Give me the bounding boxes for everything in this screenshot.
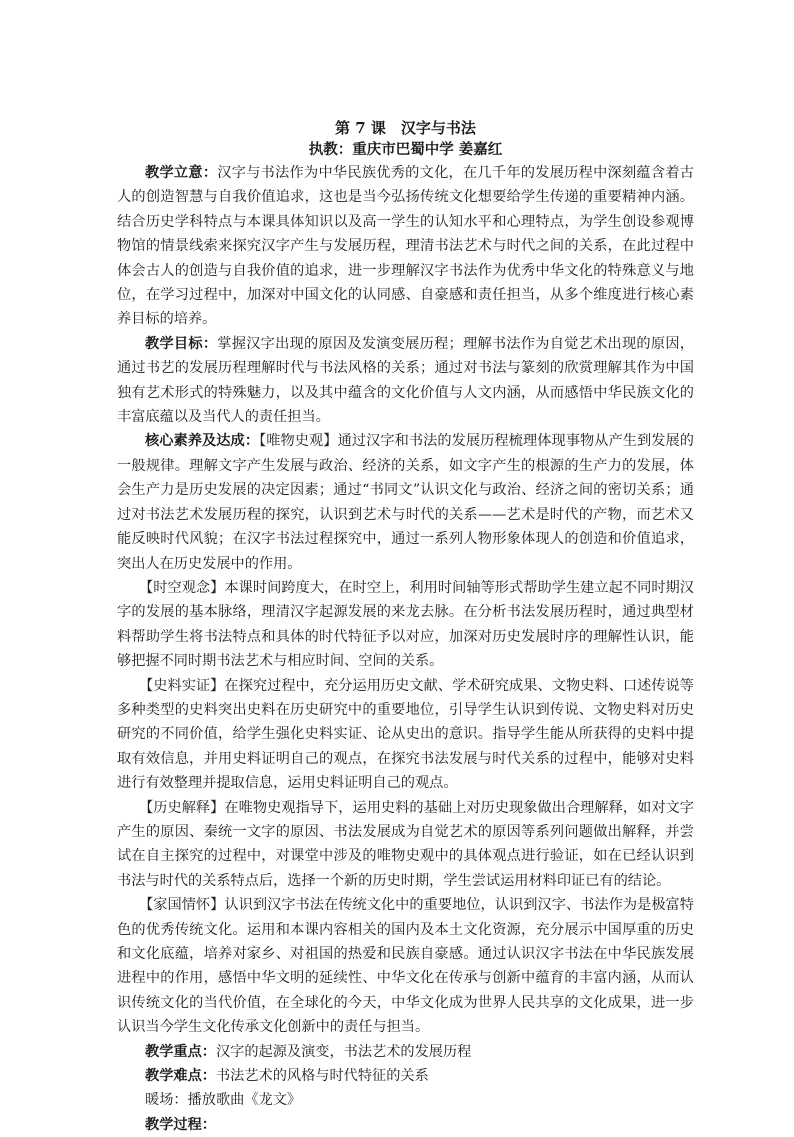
- difficulty-text: 书法艺术的风格与时代特征的关系: [215, 1068, 429, 1085]
- teaching-intent-label: 教学立意：: [145, 165, 218, 181]
- warmup-line: 暖场：播放歌曲《龙文》: [145, 1092, 302, 1109]
- teaching-goals-label: 教学目标：: [145, 335, 218, 352]
- patriotism-tag: 【家国情怀】: [139, 897, 225, 914]
- key-point-label: 教学重点：: [145, 1043, 216, 1060]
- difficulty-line: [117, 1064, 694, 1088]
- difficulty-label: 教学难点：: [145, 1068, 216, 1085]
- evidence-text: 在探究过程中，充分运用历史文献、学术研究成果、文物史料、口述传说等多种类型的史料突出史料在历史研究中的重要地位，引导学生认识到传说、文物史料对历史研究的不同价值，给学生强化史料实证、论从史出的意识。指导学生能从所获得的史料中提取有效信息，并用史料证明自己的观点，在探究书法发展与时代关系的过程中，能够对史料进行有效整理并提取信息，运用史料证明自己的观点。: [117, 677, 694, 792]
- process-label: 教学过程：: [145, 1116, 216, 1133]
- key-point-text: 汉字的起源及演变，书法艺术的发展历程: [215, 1043, 472, 1060]
- teaching-goals-text: 掌握汉字出现的原因及发演变展历程；理解书法作为自觉艺术出现的原因，通过书艺的发展历程理解时代与书法风格的关系；通过对书法与篆刻的欣赏理解其作为中国独有艺术形式的特殊魅力，以及其中蕴含的文化价值与人文内涵，从而感悟中华民族文化的丰富底蕴以及当代人的责任担当。: [117, 335, 694, 426]
- materialism-text: 通过汉字和书法的发展历程梳理体现事物从产生到发展的一般规律。理解文字产生发展与政治、经济的关系，如文字产生的根源的生产力的发展，体会生产力是历史发展的决定因素；通过“书同文”认识文化与政治、经济之间的密切关系；通过对书法艺术发展历程的探究，认识到艺术与时代的关系——艺术是时代的产物，而艺术又能反映时代风貌；在汉字书法过程探究中，通过一系列人物形象体现人的创造和价值追求，突出人在历史发展中的作用。: [117, 433, 694, 572]
- document-page: [117, 118, 694, 1137]
- space-time-tag: 【时空观念】: [139, 579, 225, 596]
- evidence-paragraph: [117, 674, 694, 796]
- key-point-line: [117, 1040, 694, 1064]
- teaching-intent-paragraph: [117, 161, 694, 332]
- space-time-paragraph: [117, 576, 694, 674]
- patriotism-text: 认识到汉字书法在传统文化中的重要地位，认识到汉字、书法作为是极富特色的优秀传统文化。运用和本课内容相关的国内及本土文化资源，充分展示中国厚重的历史和文化底蕴，培养对家乡、对祖国的热爱和民族自豪感。通过认识汉字书法在中华民族发展进程中的作用，感悟中华文明的延续性、中华文化在传承与创新中蕴育的丰富内涵，从而认识传统文化的当代价值，在全球化的今天，中华文化成为世界人民共享的文化成果，进一步认识当今学生文化传承文化创新中的责任与担当。: [117, 897, 694, 1036]
- lesson-title: 第 7 课 汉字与书法: [335, 119, 476, 137]
- patriotism-paragraph: [117, 893, 694, 1039]
- interpretation-tag: 【历史解释】: [139, 799, 225, 816]
- evidence-tag: 【史料实证】: [139, 677, 225, 694]
- space-time-text: 本课时间跨度大，在时空上，利用时间轴等形式帮助学生建立起不同时期汉字的发展的基本脉络，理清汉字起源发展的来龙去脉。在分析书法发展历程时，通过典型材料帮助学生将书法特点和具体的时代特征予以对应，加深对历史发展时序的理解性认识，能够把握不同时期书法艺术与相应时间、空间的关系。: [117, 579, 694, 670]
- teacher-byline: 执教：重庆市巴蜀中学 姜嘉红: [308, 141, 503, 158]
- core-literacy-paragraph: [117, 429, 694, 575]
- teaching-goals-paragraph: [117, 332, 694, 430]
- core-literacy-label: 核心素养及达成：: [145, 433, 260, 450]
- teaching-intent-text: 汉字与书法作为中华民族优秀的文化，在几千年的发展历程中深刻蕴含着古人的创造智慧与自我价值追求，这也是当今弘扬传统文化想要给学生传递的重要精神内涵。结合历史学科特点与本课具体知识以及高一学生的认知水平和心理特点，为学生创设参观博物馆的情景线索来探究汉字产生与发展历程，理清书法艺术与时代之间的关系，在此过程中体会古人的创造与自我价值的追求，进一步理解汉字书法作为优秀中华文化的特殊意义与地位，在学习过程中，加深对中国文化的认同感、自豪感和责任担当，从多个维度进行核心素养目标的培养。: [117, 165, 694, 328]
- materialism-tag: 【唯物史观】: [259, 433, 338, 450]
- interpretation-paragraph: [117, 796, 694, 894]
- interpretation-text: 在唯物史观指导下，运用史料的基础上对历史现象做出合理解释，如对文字产生的原因、秦统一文字的原因、书法发展成为自觉艺术的原因等系列问题做出解释，并尝试在自主探究的过程中，对课堂中涉及的唯物史观中的具体观点进行验证，如在已经认识到书法与时代的关系特点后，选择一个新的历史时期，学生尝试运用材料印证已有的结论。: [117, 799, 694, 889]
